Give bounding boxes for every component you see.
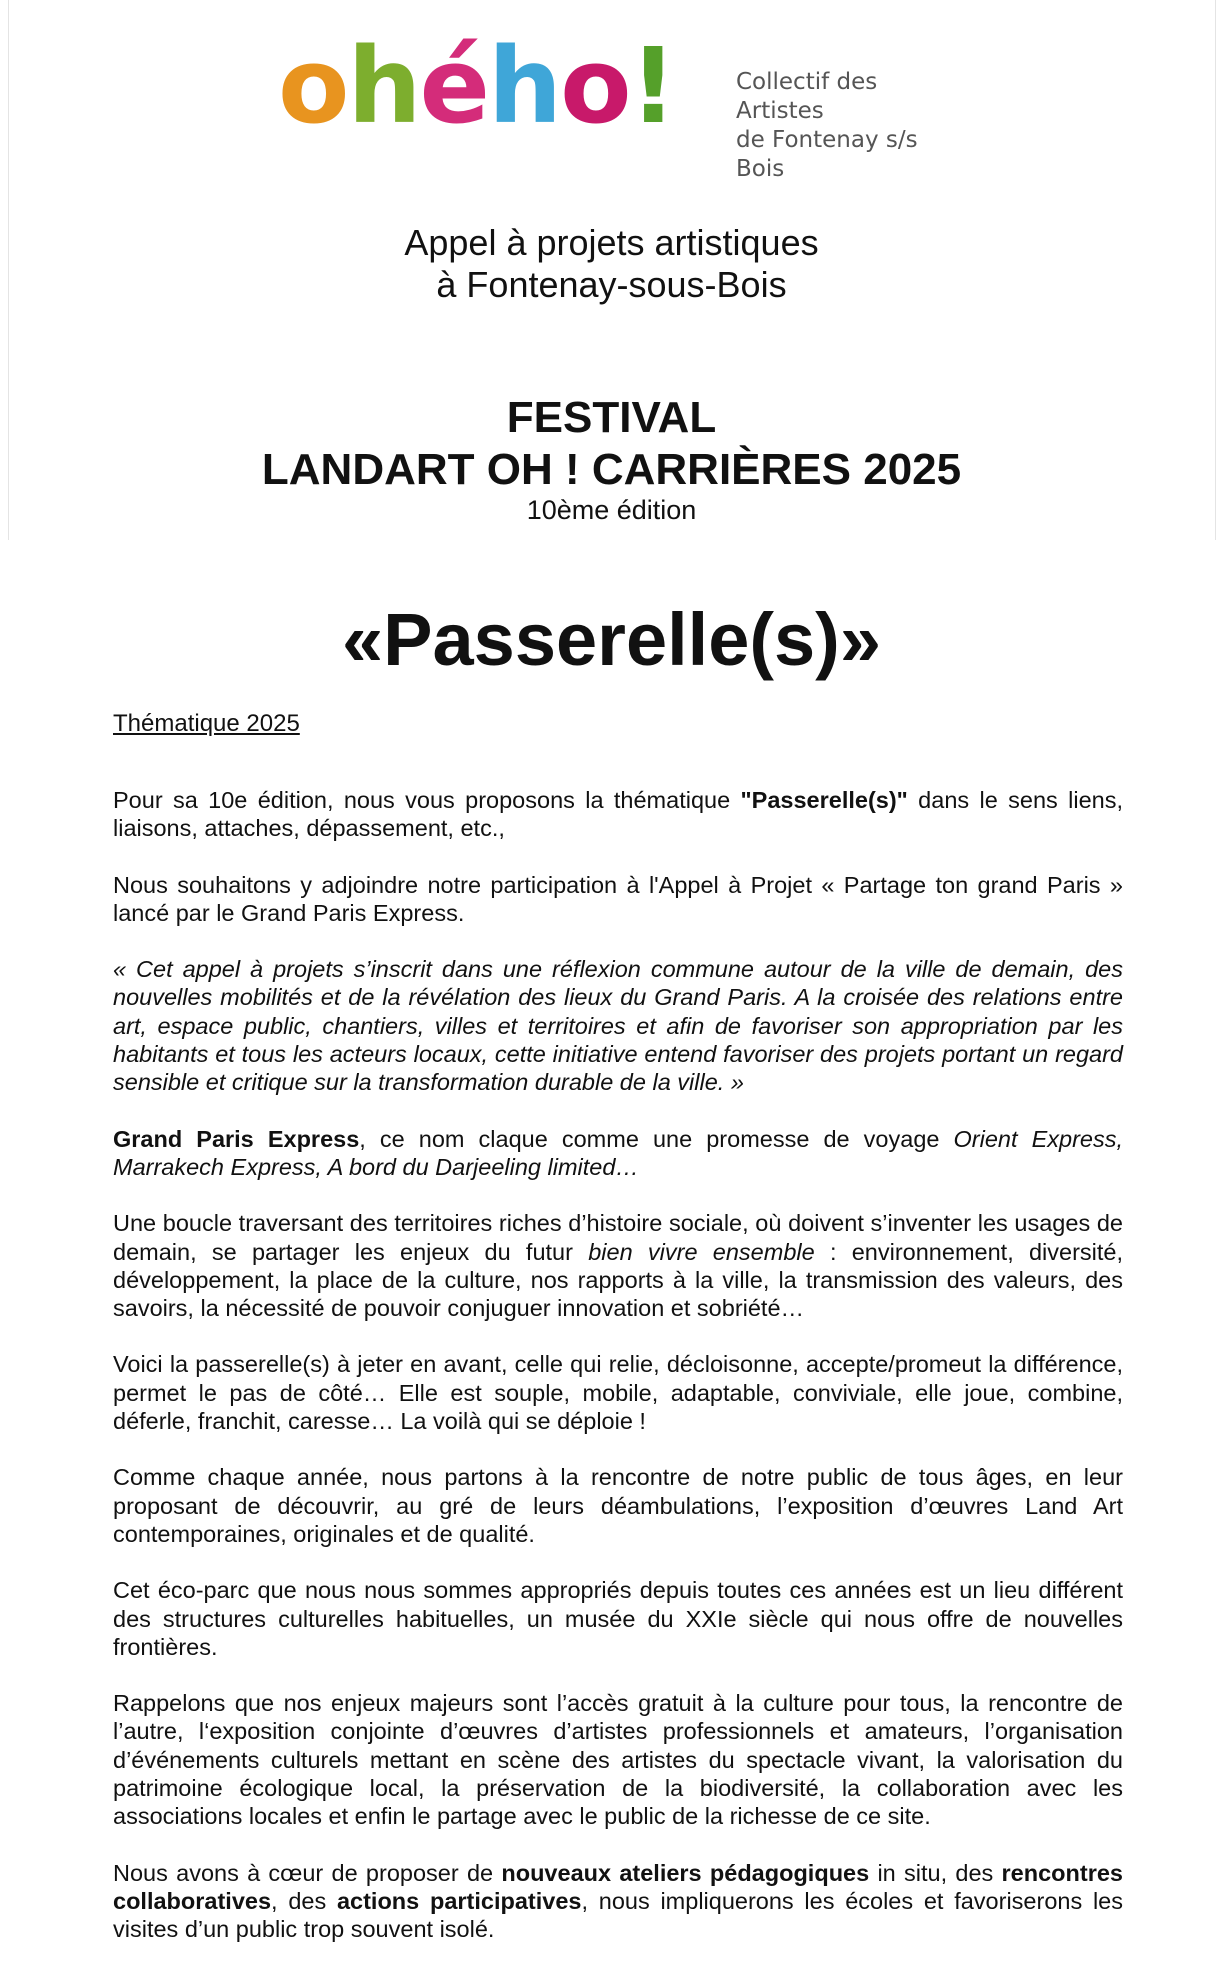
text-run: Une boucle traversant des territoires riches d’histoire sociale, où doivent s’inventer les usages de demain, se partager les enjeux du futur	[113, 1210, 1123, 1265]
theme-title: «Passerelle(s)»	[342, 598, 881, 681]
italic-text: Orient Express, Marrakech Express, A bord du Darjeeling limited…	[113, 1125, 1124, 1180]
festival-title	[0, 392, 1223, 496]
text-run: , nous impliquerons les écoles et favoriserons les visites d’un public trop souvent isolé.	[113, 1887, 1123, 1943]
bold-text: actions participatives	[336, 1887, 582, 1914]
quote-paragraph: « Cet appel à projets s’inscrit dans une réflexion commune autour de la ville de demain, des nouvelles mobilités et de la révélation des lieux du Grand Paris. A la croisée des relations entre art, espace public, chantiers, villes et territoires et afin de favoriser son appropriation par les habitants et tous les acteurs locaux, cette initiative entend favoriser des projets portant un regard sensible et critique sur la transformation durable de la ville. »	[113, 956, 1123, 1096]
edition-label: 10ème édition	[526, 495, 697, 525]
text-run: Nous avons à cœur de proposer de	[113, 1859, 502, 1886]
document-body	[113, 786, 1123, 1972]
text-run: , des	[271, 1887, 337, 1914]
paragraph	[113, 786, 1123, 843]
paragraph: Voici la passerelle(s) à jeter en avant, celle qui relie, décloisonne, accepte/promeut la différence, permet le pas de côté… Elle est souple, mobile, adaptable, conviviale, elle joue, combine, déferle, franchit, caresse… La voilà qui se déploie !	[113, 1351, 1123, 1435]
logo-letter: o	[560, 25, 630, 147]
logo-letter: o	[278, 25, 348, 147]
paragraph: Rappelons que nos enjeux majeurs sont l’accès gratuit à la culture pour tous, la rencontre de l’autre, l‘exposition conjointe d’œuvres d’artistes professionnels et amateurs, l’organisation d’événements culturels mettant en scène des artistes du spectacle vivant, la valorisation du patrimoine écologique local, la préservation de la biodiversité, la collaboration avec les associations locales et enfin le partage avec le public de la richesse de ce site.	[113, 1690, 1123, 1830]
text-run: : environnement, diversité, développement, la place de la culture, nos rapports à la ville, la transmission des valeurs, des savoirs, la nécessité de pouvoir conjuguer innovation et sobriété…	[113, 1238, 1124, 1322]
paragraph	[113, 1125, 1123, 1182]
paragraph	[113, 1859, 1123, 1944]
bold-text: rencontres collaboratives	[113, 1859, 1123, 1914]
logo-letter: !	[629, 25, 675, 147]
text-run: in situ, des	[869, 1859, 1002, 1886]
text-run: , ce nom claque comme une promesse de voyage	[359, 1125, 954, 1152]
logo-subtitle	[736, 68, 968, 184]
paragraph: Nous souhaitons y adjoindre notre participation à l'Appel à Projet « Partage ton grand Paris » lancé par le Grand Paris Express.	[113, 871, 1123, 926]
logo-subtitle-line: Collectif des Artistes	[736, 69, 878, 124]
call-line: à Fontenay-sous-Bois	[436, 264, 787, 305]
bold-text: "Passerelle(s)"	[740, 787, 908, 813]
logo-wordmark	[278, 25, 675, 147]
logo-letter: é	[419, 25, 489, 147]
paragraph: Comme chaque année, nous partons à la rencontre de notre public de tous âges, en leur proposant de découvrir, au gré de leurs déambulations, l’exposition d’œuvres Land Art contemporaines, originales et de qualité.	[113, 1464, 1123, 1547]
italic-text: bien vivre ensemble	[588, 1238, 815, 1265]
festival-line: FESTIVAL	[506, 393, 717, 442]
text-run: dans le sens liens, liaisons, attaches, dépassement, etc.,	[113, 787, 1123, 842]
theme-label: Thématique 2025	[113, 710, 300, 737]
paragraph	[113, 1209, 1123, 1322]
bold-text: Grand Paris Express	[113, 1125, 360, 1152]
logo-letter: h	[488, 25, 561, 147]
logo-letter: h	[347, 25, 420, 147]
call-for-projects-heading	[0, 222, 1223, 306]
logo-subtitle-line: de Fontenay s/s Bois	[736, 127, 918, 182]
bold-text: nouveaux ateliers pédagogiques	[501, 1859, 870, 1886]
call-line: Appel à projets artistiques	[404, 222, 819, 263]
oheho-logo	[278, 25, 968, 182]
festival-line: LANDART OH ! CARRIÈRES 2025	[261, 445, 962, 494]
text-run: Pour sa 10e édition, nous vous proposons la thématique	[113, 787, 741, 813]
paragraph: Cet éco-parc que nous nous sommes appropriés depuis toutes ces années est un lieu différent des structures culturelles habituelles, un musée du XXIe siècle qui nous offre de nouvelles frontières.	[113, 1577, 1123, 1660]
